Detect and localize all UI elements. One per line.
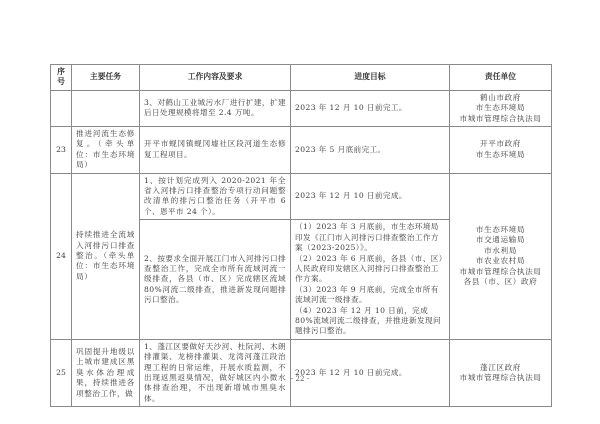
row-work: 1、按计划完成列入 2020-2021 年全省入河排污口排查整治专项行动问题整改清单的排污口整治任务（开平市 6 个、恩平市 24 个）。 bbox=[140, 173, 291, 220]
row-units bbox=[450, 127, 552, 174]
row-progress: 2023 年 12 月 10 日前完成。 bbox=[291, 339, 450, 406]
row-num: 23 bbox=[51, 127, 72, 174]
header-unit: 责任单位 bbox=[450, 65, 552, 91]
task-table bbox=[50, 64, 552, 407]
row-units bbox=[450, 90, 552, 126]
row-work: 3、对鹤山工业城污水厂进行扩建，扩建后日处理规模将增至 2.4 万吨。 bbox=[140, 90, 291, 126]
row-num bbox=[51, 90, 72, 126]
row-progress bbox=[291, 220, 450, 339]
row-work: 1、蓬江区要做好天沙河、杜阮河、木朗排灌渠、龙榜排灌渠、龙湾河蓬江段治理工程的日常运维，开展水质监测，不出现返黑返臭情况，做好城区内小微水体排查治理，不出现新增城市黑臭水体。 bbox=[140, 339, 291, 406]
unit-item: 市生态环境局 bbox=[475, 103, 526, 113]
unit-item: 市农业农村局 bbox=[475, 256, 526, 266]
unit-item: 开平市政府 bbox=[480, 139, 521, 149]
table-row bbox=[51, 90, 552, 126]
unit-item: 市水利局 bbox=[484, 245, 517, 255]
row-progress: 2023 年 12 月 10 日前完工。 bbox=[291, 90, 450, 126]
table-row bbox=[51, 339, 552, 406]
table-row bbox=[51, 127, 552, 174]
unit-item: 各县（市、区）政府 bbox=[463, 277, 538, 287]
row-task bbox=[72, 90, 140, 126]
row-task: 巩固提升地级以上城市建成区黑臭水体治理成果，持续推进各项整治工作，做 bbox=[72, 339, 140, 406]
row-progress: 2023 年 5 月底前完工。 bbox=[291, 127, 450, 174]
progress-step: （1）2023 年 3 月底前，市生态环境局印发《江门市入河排污口排查整治工作方案（2023-2025）》。 bbox=[295, 222, 439, 253]
row-task: 推进河流生态修复。（牵头单位：市生态环境局） bbox=[72, 127, 140, 174]
row-num: 24 bbox=[51, 173, 72, 339]
page-number: - 22 - bbox=[290, 375, 310, 383]
row-units bbox=[450, 173, 552, 339]
header-task: 主要任务 bbox=[72, 65, 140, 91]
row-task: 持续推进全流域入河排污口排查整治。（牵头单位：市生态环境局） bbox=[72, 173, 140, 339]
unit-item: 市城市管理综合执法局 bbox=[459, 266, 542, 276]
header-num: 序号 bbox=[51, 65, 72, 91]
unit-item: 市生态环境局 bbox=[475, 224, 526, 234]
progress-step: （3）2023 年 9 月底前，完成全市所有流域河流一级排查。 bbox=[295, 284, 439, 305]
unit-item: 市生态环境局 bbox=[475, 149, 526, 159]
row-num: 25 bbox=[51, 339, 72, 406]
unit-item: 市交通运输局 bbox=[475, 235, 526, 245]
row-work: 开平市蚬冈镇蚬冈墟社区段河道生态修复工程项目。 bbox=[140, 127, 291, 174]
row-progress: 2023 年 12 月 10 日前完成。 bbox=[291, 173, 450, 220]
row-work: 2、按要求全面开展江门市入河排污口排查整治工作，完成全市所有流域河流一级排查，各县（市、区）完成辖区流域 80%河流二级排查，推进新发现问题排污口整治。 bbox=[140, 220, 291, 339]
table-header-row bbox=[51, 65, 552, 91]
unit-item: 市城市管理综合执法局 bbox=[459, 113, 542, 123]
table-row bbox=[51, 173, 552, 220]
unit-item: 蓬江区政府 bbox=[480, 362, 521, 372]
row-units bbox=[450, 339, 552, 406]
unit-item: 市城市管理综合执法局 bbox=[459, 372, 542, 382]
unit-item: 鹤山市政府 bbox=[480, 92, 521, 102]
progress-step: （2）2023 年 6 月底前，各县（市、区）人民政府印发辖区入河排污口排查整治工作方案。 bbox=[295, 253, 443, 284]
header-work: 工作内容及要求 bbox=[140, 65, 291, 91]
progress-step: （4）2023 年 12 月 10 日前，完成 80%流域河流二级排查，并推进新发现问题排污口整治。 bbox=[295, 305, 441, 336]
header-progress: 进度目标 bbox=[291, 65, 450, 91]
